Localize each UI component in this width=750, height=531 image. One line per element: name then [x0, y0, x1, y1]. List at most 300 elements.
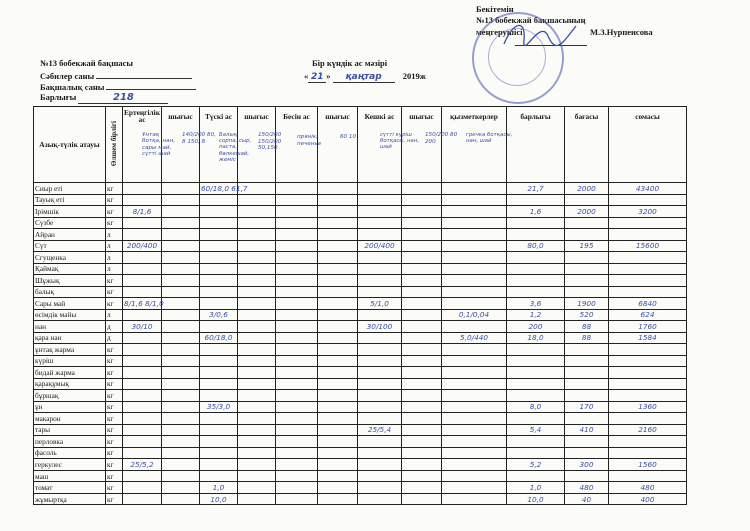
- price-cell: 2000: [565, 206, 609, 218]
- table-row: [34, 263, 687, 275]
- lunch-cell: [200, 470, 238, 482]
- sum-cell: [609, 436, 687, 448]
- out1-cell: [162, 424, 200, 436]
- out2-cell: [238, 252, 276, 264]
- unit-cell: кг: [106, 493, 123, 505]
- dinner-cell: [358, 229, 402, 241]
- breakfast-cell: [123, 286, 162, 298]
- staff-cell: [442, 183, 507, 195]
- total-cell: 200: [507, 321, 565, 333]
- sum-cell: [609, 275, 687, 287]
- breakfast-cell: [123, 470, 162, 482]
- lunch-cell: [200, 367, 238, 379]
- unit-cell: л: [106, 240, 123, 252]
- out2-cell: [238, 413, 276, 425]
- price-cell: [565, 390, 609, 402]
- product-name: бидай жарма: [34, 367, 106, 379]
- unit-cell: кг: [106, 183, 123, 195]
- out3-cell: [318, 321, 358, 333]
- out2-cell: [238, 229, 276, 241]
- out1-cell: [162, 252, 200, 264]
- total-cell: 8,0: [507, 401, 565, 413]
- out4-cell: [402, 493, 442, 505]
- total-cell: [507, 275, 565, 287]
- table-row: [34, 401, 687, 413]
- unit-cell: кг: [106, 413, 123, 425]
- staff-cell: 5,0/440: [442, 332, 507, 344]
- col-snack: Бесін ас: [276, 107, 318, 183]
- unit-cell: кг: [106, 482, 123, 494]
- menu-title: Бір күндік ас мәзірі: [312, 58, 388, 68]
- out2-cell: [238, 206, 276, 218]
- breakfast-cell: 25/5,2: [123, 459, 162, 471]
- total-cell: [507, 355, 565, 367]
- lunch-cell: [200, 436, 238, 448]
- out3-cell: [318, 240, 358, 252]
- out4-cell: [402, 459, 442, 471]
- dinner-cell: [358, 275, 402, 287]
- sum-cell: [609, 286, 687, 298]
- table-row: [34, 390, 687, 402]
- approval-head-name: М.З.Нурпеисова: [590, 27, 653, 37]
- note-lunch-portion: 150/200 150/200 50,150: [258, 132, 282, 152]
- staff-cell: [442, 470, 507, 482]
- total-cell: [507, 470, 565, 482]
- unit-cell: кг: [106, 447, 123, 459]
- out3-cell: [318, 275, 358, 287]
- price-cell: [565, 355, 609, 367]
- out2-cell: [238, 298, 276, 310]
- snack-cell: [276, 459, 318, 471]
- total-cell: [507, 436, 565, 448]
- breakfast-cell: 200/400: [123, 240, 162, 252]
- dinner-cell: 5/1,0: [358, 298, 402, 310]
- col-out1: шығыс: [162, 107, 200, 183]
- unit-cell: кг: [106, 275, 123, 287]
- sum-cell: 624: [609, 309, 687, 321]
- breakfast-cell: 8/1,6: [123, 206, 162, 218]
- out1-cell: [162, 344, 200, 356]
- product-name: фасоль: [34, 447, 106, 459]
- product-name: Сгущенка: [34, 252, 106, 264]
- out1-cell: [162, 355, 200, 367]
- out4-cell: [402, 344, 442, 356]
- out4-cell: [402, 275, 442, 287]
- total-cell: [507, 390, 565, 402]
- total-cell: [507, 194, 565, 206]
- lunch-cell: [200, 321, 238, 333]
- dinner-cell: [358, 252, 402, 264]
- price-cell: 195: [565, 240, 609, 252]
- out4-cell: [402, 378, 442, 390]
- out2-cell: [238, 217, 276, 229]
- lunch-cell: [200, 286, 238, 298]
- sum-cell: [609, 413, 687, 425]
- product-name: қара нан: [34, 332, 106, 344]
- staff-cell: [442, 355, 507, 367]
- sum-cell: 480: [609, 482, 687, 494]
- lunch-cell: [200, 355, 238, 367]
- unit-cell: л: [106, 309, 123, 321]
- price-cell: 88: [565, 332, 609, 344]
- out4-cell: [402, 470, 442, 482]
- signature-scribble: [500, 14, 580, 54]
- out1-cell: [162, 367, 200, 379]
- snack-cell: [276, 447, 318, 459]
- out4-cell: [402, 401, 442, 413]
- out2-cell: [238, 355, 276, 367]
- snack-cell: [276, 206, 318, 218]
- out4-cell: [402, 298, 442, 310]
- unit-cell: кг: [106, 470, 123, 482]
- out3-cell: [318, 482, 358, 494]
- table-row: [34, 378, 687, 390]
- col-total: барлығы: [507, 107, 565, 183]
- lunch-cell: 1,0: [200, 482, 238, 494]
- out1-cell: [162, 332, 200, 344]
- dinner-cell: [358, 263, 402, 275]
- out2-cell: [238, 459, 276, 471]
- out3-cell: [318, 298, 358, 310]
- table-row: [34, 240, 687, 252]
- table-row: [34, 482, 687, 494]
- breakfast-cell: [123, 263, 162, 275]
- lunch-cell: [200, 459, 238, 471]
- col-unit: Өлшем бірлігі: [106, 107, 123, 183]
- staff-cell: [442, 493, 507, 505]
- unit-cell: кг: [106, 355, 123, 367]
- product-name: Тауық еті: [34, 194, 106, 206]
- product-name: Ірімшік: [34, 206, 106, 218]
- lunch-cell: [200, 217, 238, 229]
- unit-cell: кг: [106, 401, 123, 413]
- product-name: тары: [34, 424, 106, 436]
- sum-cell: [609, 252, 687, 264]
- out4-cell: [402, 252, 442, 264]
- unit-cell: кг: [106, 378, 123, 390]
- dinner-cell: [358, 194, 402, 206]
- sum-cell: 1584: [609, 332, 687, 344]
- product-name: ұн: [34, 401, 106, 413]
- ration-table: [33, 106, 687, 505]
- lunch-cell: [200, 206, 238, 218]
- sum-cell: 43400: [609, 183, 687, 195]
- snack-cell: [276, 309, 318, 321]
- snack-cell: [276, 493, 318, 505]
- total-cell: 3,6: [507, 298, 565, 310]
- out3-cell: [318, 332, 358, 344]
- sum-cell: [609, 344, 687, 356]
- unit-cell: кг: [106, 344, 123, 356]
- snack-cell: [276, 263, 318, 275]
- out3-cell: [318, 217, 358, 229]
- table-row: [34, 286, 687, 298]
- unit-cell: кг: [106, 459, 123, 471]
- total-count: Барлығы 218: [40, 92, 168, 104]
- lunch-cell: [200, 424, 238, 436]
- snack-cell: [276, 217, 318, 229]
- out1-cell: [162, 390, 200, 402]
- out2-cell: [238, 436, 276, 448]
- table-row: [34, 217, 687, 229]
- sum-cell: 3200: [609, 206, 687, 218]
- col-lunch: Түскі ас: [200, 107, 238, 183]
- snack-cell: [276, 321, 318, 333]
- breakfast-cell: [123, 482, 162, 494]
- breakfast-cell: [123, 493, 162, 505]
- snack-cell: [276, 413, 318, 425]
- staff-cell: [442, 229, 507, 241]
- price-cell: 480: [565, 482, 609, 494]
- lunch-cell: [200, 378, 238, 390]
- sum-cell: 2160: [609, 424, 687, 436]
- unit-cell: л: [106, 263, 123, 275]
- approval-title: Бекітемін: [476, 4, 514, 14]
- out1-cell: [162, 447, 200, 459]
- staff-cell: [442, 447, 507, 459]
- breakfast-cell: [123, 332, 162, 344]
- dinner-cell: [358, 459, 402, 471]
- out2-cell: [238, 332, 276, 344]
- out3-cell: [318, 355, 358, 367]
- snack-cell: [276, 401, 318, 413]
- col-price: бағасы: [565, 107, 609, 183]
- sum-cell: [609, 470, 687, 482]
- sum-cell: [609, 217, 687, 229]
- col-breakfast: Ертеңгілік ас: [123, 107, 162, 183]
- product-name: нан: [34, 321, 106, 333]
- children-count: Сәбилер саны: [40, 71, 192, 81]
- product-name: Сүзбе: [34, 217, 106, 229]
- out4-cell: [402, 206, 442, 218]
- snack-cell: [276, 482, 318, 494]
- table-row: [34, 470, 687, 482]
- product-name: маш: [34, 470, 106, 482]
- unit-cell: кг: [106, 206, 123, 218]
- out2-cell: [238, 344, 276, 356]
- product-name: бұршақ: [34, 390, 106, 402]
- lunch-cell: [200, 229, 238, 241]
- dinner-cell: [358, 183, 402, 195]
- out4-cell: [402, 286, 442, 298]
- table-row: [34, 355, 687, 367]
- total-cell: [507, 367, 565, 379]
- out2-cell: [238, 378, 276, 390]
- table-header-row: [34, 107, 687, 183]
- garden-count: Бақшалық саны: [40, 82, 196, 92]
- breakfast-cell: [123, 183, 162, 195]
- snack-cell: [276, 344, 318, 356]
- unit-cell: кг: [106, 390, 123, 402]
- lunch-cell: [200, 447, 238, 459]
- out4-cell: [402, 217, 442, 229]
- price-cell: 520: [565, 309, 609, 321]
- breakfast-cell: [123, 424, 162, 436]
- out4-cell: [402, 436, 442, 448]
- total-cell: [507, 344, 565, 356]
- staff-cell: [442, 206, 507, 218]
- dinner-cell: 30/100: [358, 321, 402, 333]
- dinner-cell: [358, 401, 402, 413]
- breakfast-cell: [123, 252, 162, 264]
- lunch-cell: 60/18,0 61,7: [201, 183, 248, 193]
- out1-cell: [162, 275, 200, 287]
- total-cell: [507, 229, 565, 241]
- out1-cell: [162, 183, 200, 195]
- staff-cell: [442, 240, 507, 252]
- product-name: Қаймақ: [34, 263, 106, 275]
- staff-cell: [442, 378, 507, 390]
- col-out2: шығыс: [238, 107, 276, 183]
- out2-cell: [238, 401, 276, 413]
- breakfast-cell: [123, 378, 162, 390]
- dinner-cell: [358, 286, 402, 298]
- staff-cell: [442, 401, 507, 413]
- sum-cell: [609, 390, 687, 402]
- approval-head-label: меңгерушісі: [476, 27, 523, 37]
- snack-cell: [276, 252, 318, 264]
- unit-cell: кг: [106, 367, 123, 379]
- price-cell: 300: [565, 459, 609, 471]
- note-snack-portion: 60 10: [340, 134, 357, 140]
- price-cell: [565, 217, 609, 229]
- product-name: Сиыр еті: [34, 183, 106, 195]
- breakfast-cell: [123, 194, 162, 206]
- menu-date: « 21 » қаңтар 2019ж: [304, 71, 426, 82]
- col-staff: қызметкерлер: [442, 107, 507, 183]
- dinner-cell: [358, 436, 402, 448]
- out3-cell: [318, 390, 358, 402]
- price-cell: [565, 263, 609, 275]
- out1-cell: [162, 298, 200, 310]
- out3-cell: [318, 344, 358, 356]
- unit-cell: д: [106, 321, 123, 333]
- staff-cell: [442, 275, 507, 287]
- out1-cell: [162, 309, 200, 321]
- staff-cell: [442, 436, 507, 448]
- breakfast-cell: [123, 344, 162, 356]
- dinner-cell: [358, 447, 402, 459]
- out2-cell: [238, 447, 276, 459]
- product-name: жұмыртқа: [34, 493, 106, 505]
- sum-cell: [609, 378, 687, 390]
- unit-cell: л: [106, 252, 123, 264]
- out3-cell: [318, 447, 358, 459]
- table-row: [34, 493, 687, 505]
- dinner-cell: [358, 332, 402, 344]
- out3-cell: [318, 436, 358, 448]
- out4-cell: [402, 183, 442, 195]
- breakfast-cell: [123, 275, 162, 287]
- sum-cell: [609, 447, 687, 459]
- total-cell: 21,7: [507, 183, 565, 195]
- note-breakfast: Ұнтақ ботқа, нан, сары май, сүтті шай: [142, 132, 176, 158]
- product-name: макарон: [34, 413, 106, 425]
- out3-cell: [318, 206, 358, 218]
- out2-cell: [238, 321, 276, 333]
- table-row: [34, 194, 687, 206]
- out4-cell: [402, 263, 442, 275]
- table-row: [34, 206, 687, 218]
- product-name: Сары май: [34, 298, 106, 310]
- sum-cell: 6840: [609, 298, 687, 310]
- out2-cell: [238, 482, 276, 494]
- snack-cell: [276, 390, 318, 402]
- lunch-cell: 35/3,0: [200, 401, 238, 413]
- staff-cell: [442, 459, 507, 471]
- out1-cell: [162, 378, 200, 390]
- out4-cell: [402, 321, 442, 333]
- table-row: [34, 275, 687, 287]
- out4-cell: [402, 229, 442, 241]
- out1-cell: [162, 217, 200, 229]
- sum-cell: [609, 229, 687, 241]
- sum-cell: [609, 355, 687, 367]
- staff-cell: [442, 298, 507, 310]
- sum-cell: 15600: [609, 240, 687, 252]
- table-row: [34, 344, 687, 356]
- product-name: томат: [34, 482, 106, 494]
- out1-cell: [162, 401, 200, 413]
- snack-cell: [276, 332, 318, 344]
- price-cell: [565, 436, 609, 448]
- out1-cell: [162, 321, 200, 333]
- snack-cell: [276, 367, 318, 379]
- price-cell: 2000: [565, 183, 609, 195]
- unit-cell: кг: [106, 194, 123, 206]
- staff-cell: [442, 344, 507, 356]
- price-cell: [565, 286, 609, 298]
- price-cell: [565, 252, 609, 264]
- price-cell: [565, 367, 609, 379]
- snack-cell: [276, 355, 318, 367]
- out2-cell: [238, 424, 276, 436]
- out4-cell: [402, 355, 442, 367]
- out3-cell: [318, 413, 358, 425]
- sum-cell: 1360: [609, 401, 687, 413]
- total-cell: [507, 413, 565, 425]
- lunch-cell: 10,0: [200, 493, 238, 505]
- out4-cell: [402, 194, 442, 206]
- breakfast-cell: [123, 390, 162, 402]
- out3-cell: [318, 252, 358, 264]
- total-cell: 18,0: [507, 332, 565, 344]
- breakfast-cell: [123, 217, 162, 229]
- out1-cell: [162, 229, 200, 241]
- dinner-cell: [358, 206, 402, 218]
- dinner-cell: 25/5,4: [358, 424, 402, 436]
- approval-org: №13 бобекжай бақшасының: [476, 15, 586, 25]
- out4-cell: [402, 424, 442, 436]
- out4-cell: [402, 390, 442, 402]
- breakfast-cell: 30/10: [123, 321, 162, 333]
- dinner-cell: [358, 470, 402, 482]
- price-cell: 170: [565, 401, 609, 413]
- unit-cell: кг: [106, 217, 123, 229]
- breakfast-cell: [123, 367, 162, 379]
- price-cell: 410: [565, 424, 609, 436]
- note-lunch: Балық сорпа, сыр, паста, бөлкешай, жеміс: [219, 132, 252, 163]
- out4-cell: [402, 413, 442, 425]
- price-cell: 88: [565, 321, 609, 333]
- out3-cell: [318, 424, 358, 436]
- col-product: Азық-түлік атауы: [34, 107, 106, 183]
- sum-cell: [609, 194, 687, 206]
- staff-cell: [442, 390, 507, 402]
- note-dinner-portion: 150/200 80 200: [425, 132, 458, 145]
- table-row: [34, 459, 687, 471]
- out1-cell: [162, 240, 200, 252]
